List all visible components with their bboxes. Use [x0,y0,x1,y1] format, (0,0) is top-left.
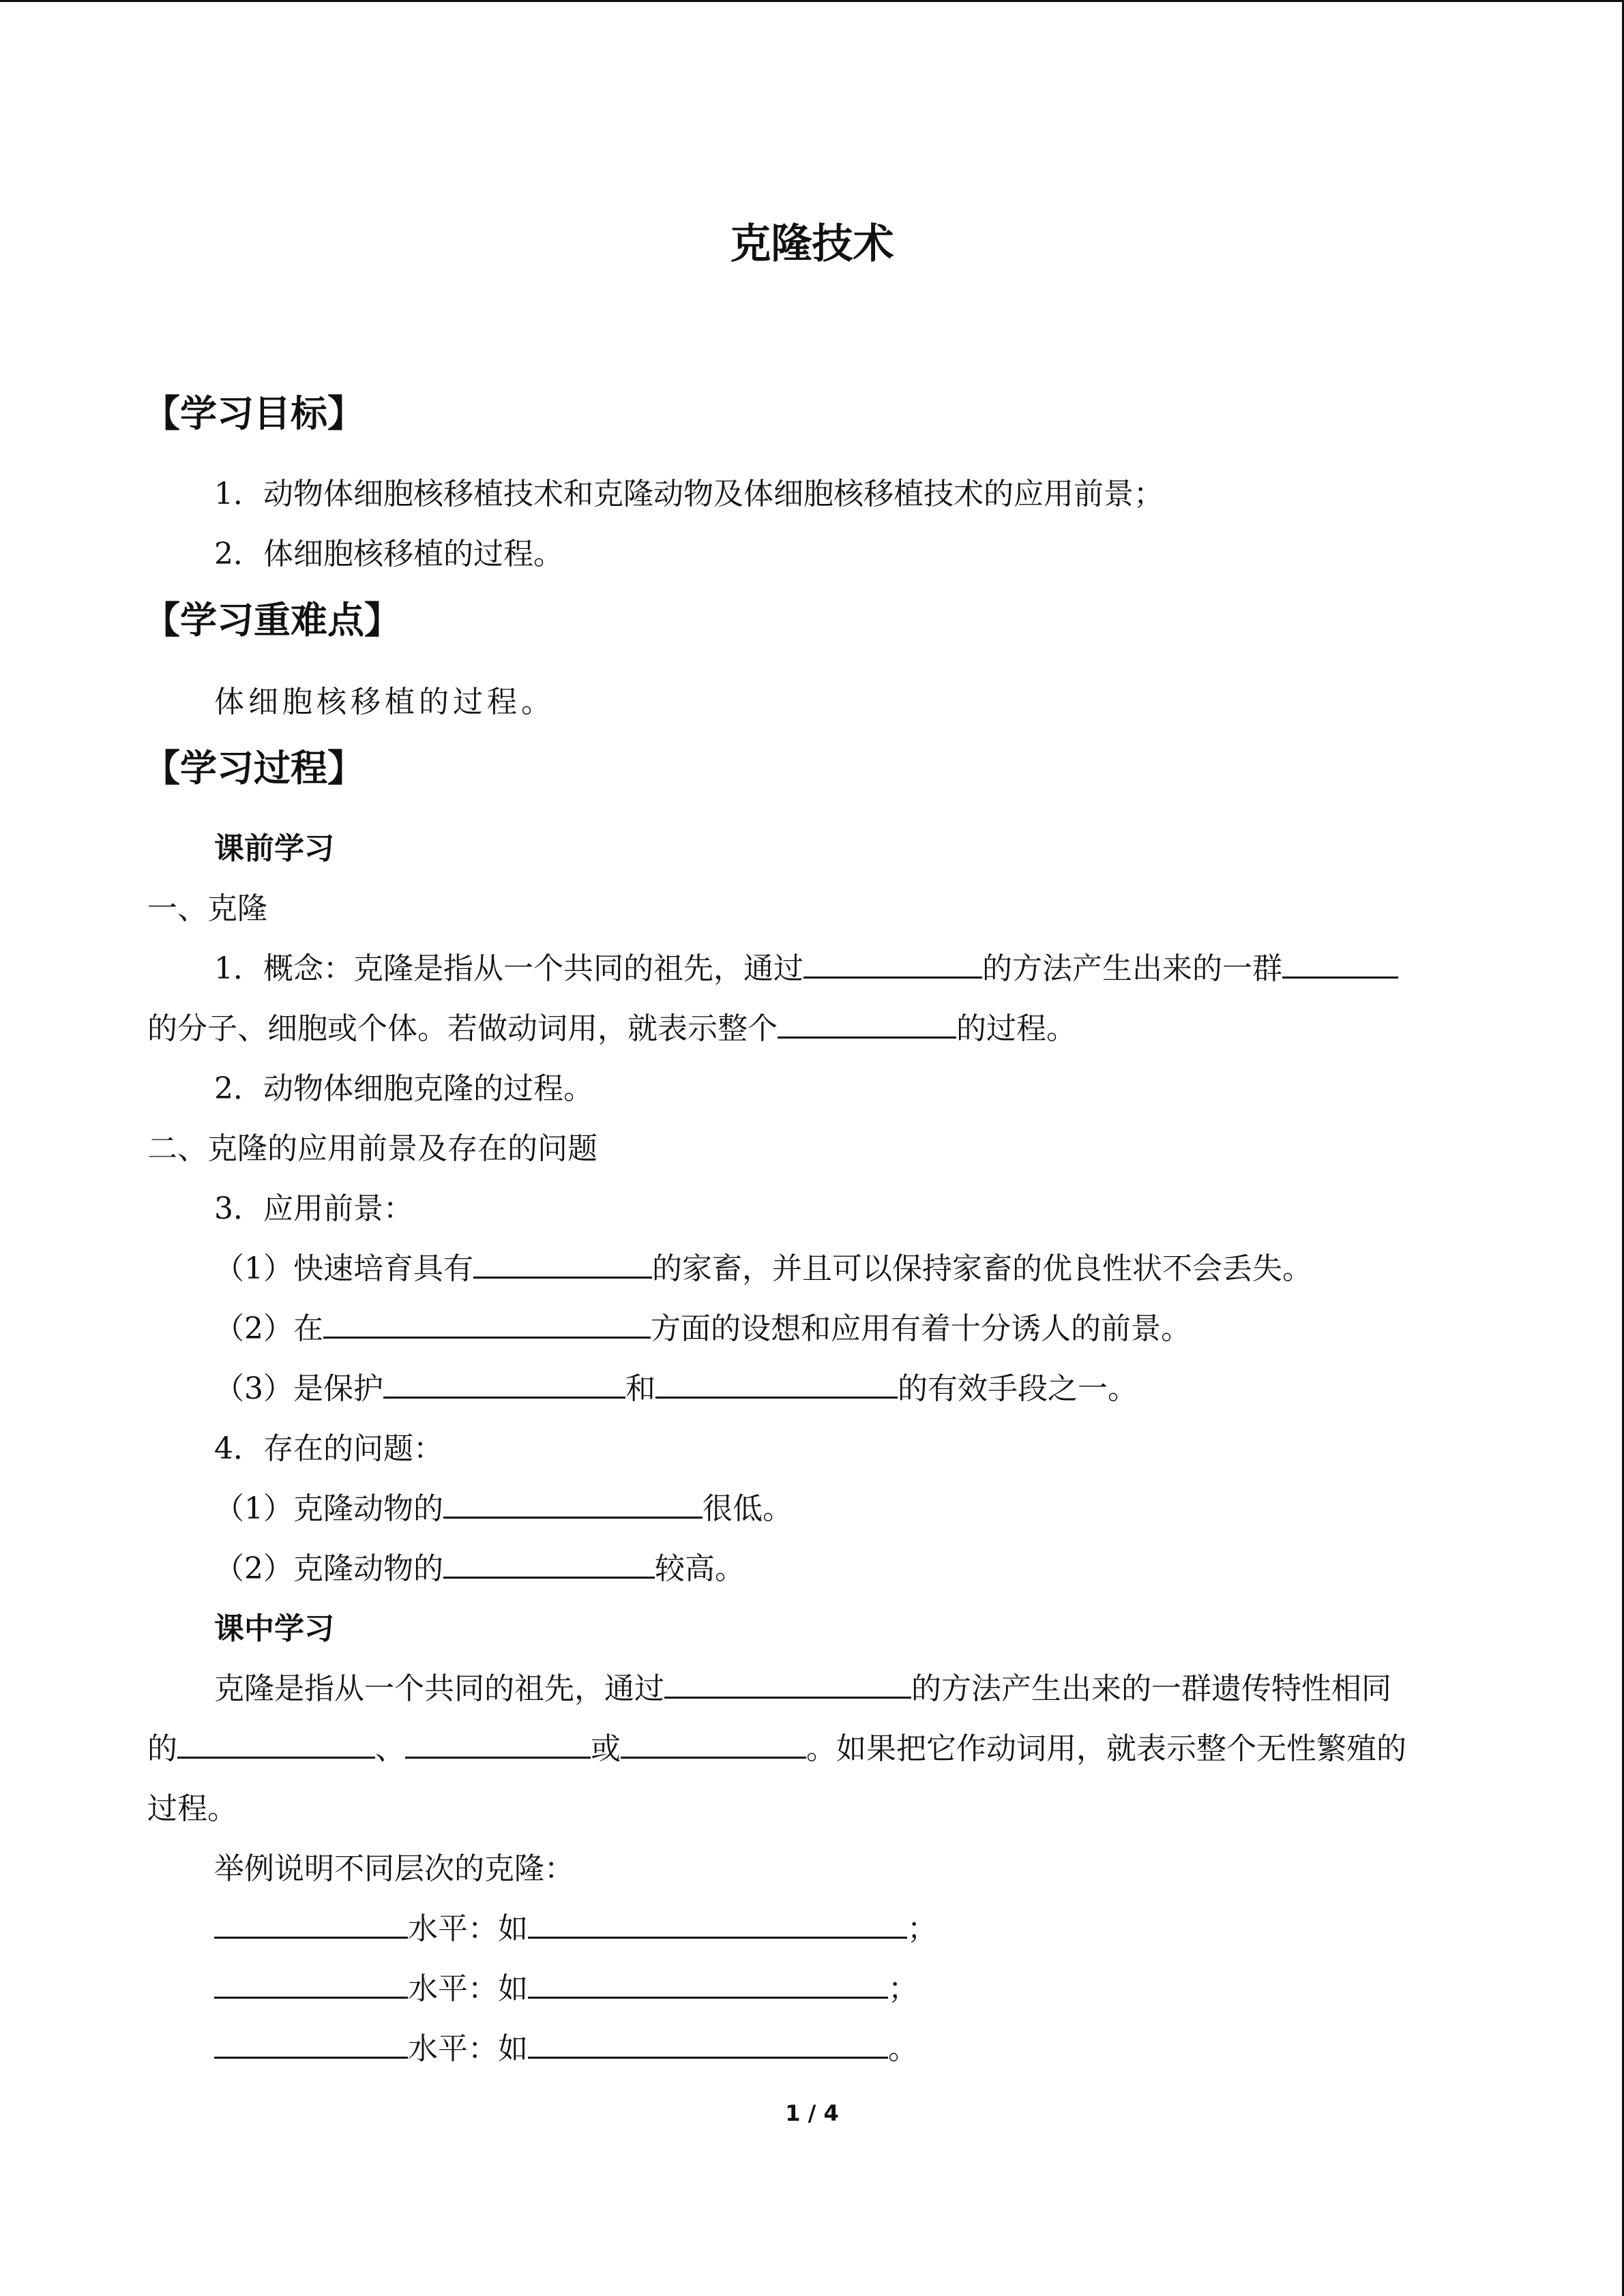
section-1-title: 一、克隆 [147,891,267,926]
in-class-label: 课中学习 [214,1611,334,1646]
in-class-line-3: 过程。 [147,1791,237,1826]
application-3 [214,1369,1624,1410]
app3-text-a: （3）是保护 [214,1371,383,1406]
blank-molecule[interactable] [177,1732,375,1759]
concept-text-a: 1．概念：克隆是指从一个共同的祖先，通过 [214,951,803,986]
blank-level-1[interactable] [214,1912,408,1939]
level-end-3: 。 [888,2031,918,2066]
prob1-text-a: （1）克隆动物的 [214,1491,443,1526]
application-1 [214,1249,1624,1289]
blank-example-1[interactable] [528,1912,907,1939]
concept-text-c: 的分子、细胞或个体。若做动词用，就表示整个 [147,1011,778,1046]
blank-app2[interactable] [323,1312,651,1339]
item-4: 4．存在的问题： [214,1431,443,1466]
blank-example-3[interactable] [528,2032,888,2059]
section-2-title: 二、克隆的应用前景及存在的问题 [147,1131,597,1166]
blank-in-class-method[interactable] [664,1672,911,1699]
document-title: 克隆技术 [730,220,894,268]
p2-text-d: 。如果把它作动词用，就表示整个无性繁殖的 [806,1731,1406,1766]
prob2-text-b: 较高。 [655,1551,745,1586]
concept-text-d: 的过程。 [956,1011,1076,1046]
blank-level-2[interactable] [214,1972,408,1999]
blank-example-2[interactable] [528,1972,888,1999]
prob1-text-b: 很低。 [703,1491,793,1526]
problem-2 [214,1549,1624,1590]
app2-text-a: （2）在 [214,1311,323,1346]
p1-text-b: 的方法产生出来的一群遗传特性相同 [911,1671,1391,1706]
problem-1 [214,1489,1624,1530]
item-3: 3．应用前景： [214,1191,413,1226]
level-end-1: ； [907,1911,937,1946]
p2-text-a: 的 [147,1731,177,1766]
process-heading: 【学习过程】 [143,746,364,790]
key-points-text: 体细胞核移植的过程。 [214,685,555,719]
app3-text-b: 和 [625,1371,655,1406]
p2-text-b: 、 [375,1731,405,1766]
blank-prob1[interactable] [443,1492,703,1519]
objectives-heading: 【学习目标】 [143,391,364,435]
blank-whole-process[interactable] [778,1012,956,1039]
level-text-2: 水平：如 [408,1971,528,2006]
blank-level-3[interactable] [214,2032,408,2059]
in-class-line-2 [147,1729,1624,1770]
blank-individual[interactable] [621,1732,806,1759]
prob2-text-a: （2）克隆动物的 [214,1551,443,1586]
p1-text-a: 克隆是指从一个共同的祖先，通过 [214,1671,664,1706]
p2-text-c: 或 [591,1731,621,1766]
item-2: 2．动物体细胞克隆的过程。 [214,1071,593,1106]
app2-text-b: 方面的设想和应用有着十分诱人的前景。 [651,1311,1191,1346]
concept-line-2 [147,1009,1624,1049]
in-class-line-1 [214,1669,1624,1710]
objective-item-2: 2．体细胞核移植的过程。 [214,537,563,571]
blank-app3-second[interactable] [655,1372,898,1399]
page-number: 1 / 4 [785,2100,839,2126]
key-points-heading: 【学习重难点】 [143,598,401,642]
blank-method[interactable] [803,952,982,979]
level-text-3: 水平：如 [408,2031,528,2066]
page-top-border [0,0,1624,2]
blank-app1[interactable] [473,1252,652,1279]
blank-group[interactable] [1282,952,1398,979]
blank-prob2[interactable] [443,1552,655,1579]
level-row-1 [214,1909,1624,1950]
pre-class-label: 课前学习 [214,831,334,866]
level-text-1: 水平：如 [408,1911,528,1946]
app1-text-b: 的家畜，并且可以保持家畜的优良性状不会丢失。 [652,1251,1312,1286]
blank-cell[interactable] [405,1732,591,1759]
level-row-3 [214,2029,1624,2070]
blank-app3-first[interactable] [383,1372,625,1399]
app1-text-a: （1）快速培育具有 [214,1251,473,1286]
level-row-2 [214,1969,1624,2010]
application-2 [214,1309,1624,1350]
concept-text-b: 的方法产生出来的一群 [982,951,1282,986]
app3-text-c: 的有效手段之一。 [898,1371,1138,1406]
example-intro: 举例说明不同层次的克隆： [214,1851,574,1886]
objective-item-1: 1．动物体细胞核移植技术和克隆动物及体细胞核移植技术的应用前景； [214,477,1164,511]
level-end-2: ； [888,1971,918,2006]
concept-line-1 [214,949,1624,989]
